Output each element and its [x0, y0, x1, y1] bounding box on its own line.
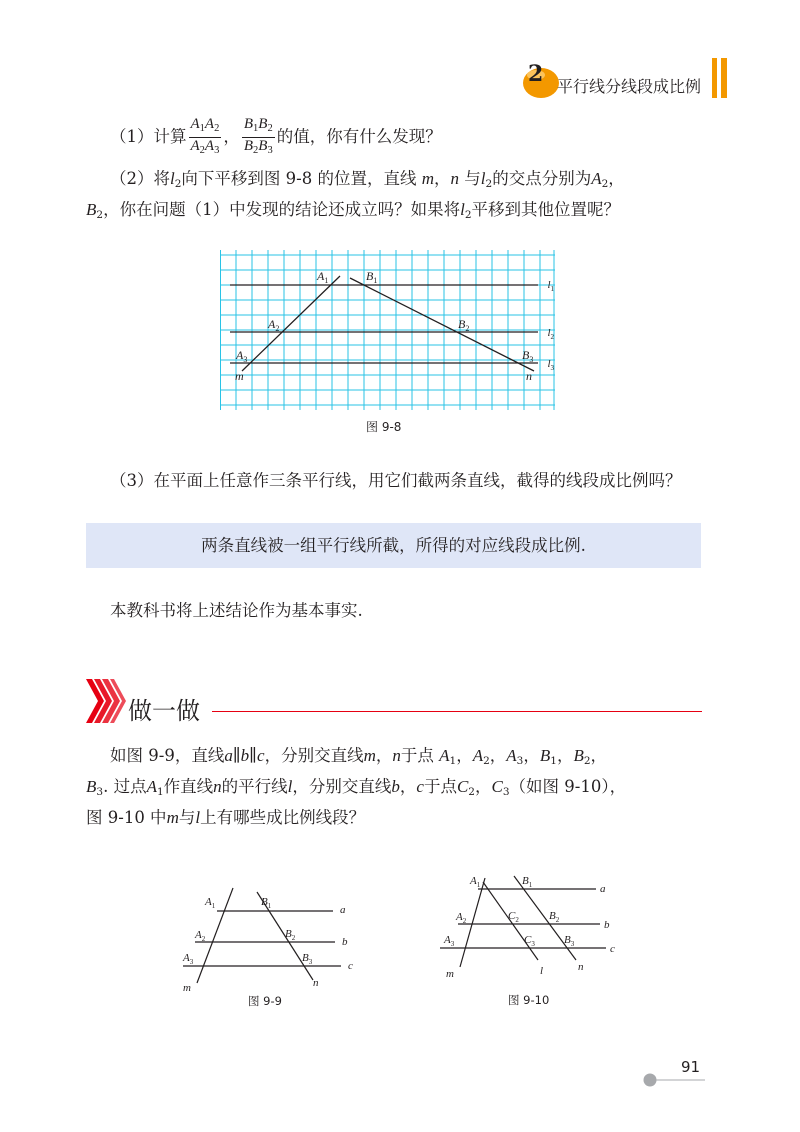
svg-text:C2: $C_2$: [508, 910, 519, 924]
svg-text:A2: $A_2$: [195, 929, 206, 943]
svg-text:B1: $B_1$: [261, 896, 272, 910]
svg-text:A1: $A_1$: [317, 269, 329, 285]
svg-text:A3: $A_3$: [236, 348, 248, 364]
svg-text:b: b: [342, 936, 348, 948]
question-2-line-2: $B_2$，你在问题（1）中发现的结论还成立吗？如果将$l_2$平移到其他位置呢？: [86, 200, 620, 221]
svg-text:B3: $B_3$: [522, 348, 534, 364]
svg-text:m: m: [183, 982, 191, 993]
question-2-line-1: （2）将$l_2$向下平移到图 9-8 的位置，直线 m，n 与$l_2$的交点分别为$A_2$，: [110, 169, 625, 190]
svg-text:m: m: [235, 369, 244, 383]
fraction-b: $\frac{B_1B_2}{B_2B_3}$: [243, 115, 273, 156]
figure-9-10-caption: 图 9-10: [508, 993, 550, 1007]
figure-9-8: [220, 250, 555, 415]
svg-text:B2: $B_2$: [549, 910, 560, 924]
svg-text:n: n: [313, 977, 319, 989]
svg-text:m: m: [446, 968, 454, 980]
activity-line-1: 如图 9-9，直线a∥b∥c，分别交直线m，n于点 $A_1$，$A_2$，$A_3$，$B_1$，$B_2$，: [110, 746, 608, 767]
section-title: 平行线分线段成比例: [557, 77, 702, 96]
svg-text:a: a: [340, 904, 346, 916]
svg-text:a: a: [600, 883, 606, 895]
figure-9-10: [438, 870, 618, 990]
svg-text:A1: $A_1$: [470, 875, 481, 889]
conclusion-text: 两条直线被一组平行线所截，所得的对应线段成比例.: [201, 535, 586, 555]
conclusion-box: [86, 523, 701, 568]
svg-text:A2: $A_2$: [268, 317, 280, 333]
svg-text:A1: $A_1$: [205, 896, 216, 910]
svg-text:B3: $B_3$: [302, 952, 313, 966]
question-3: （3）在平面上任意作三条平行线，用它们截两条直线，截得的线段成比例吗？: [110, 471, 682, 490]
q1-sep: ，: [223, 127, 240, 146]
q1-prefix: （1）计算: [110, 127, 187, 146]
page-number: 91: [681, 1058, 701, 1076]
chapter-header: [515, 58, 745, 103]
svg-text:B1: $B_1$: [366, 269, 378, 285]
svg-text:c: c: [348, 960, 353, 972]
svg-text:B3: $B_3$: [564, 934, 575, 948]
fraction-a: $\frac{A_1A_2}{A_2A_3}$: [190, 115, 220, 156]
svg-text:l: l: [540, 965, 544, 977]
figure-9-8-caption: 图 9-8: [366, 420, 402, 434]
note-text: 本教科书将上述结论作为基本事实.: [110, 601, 363, 620]
activity-title-rule: [212, 711, 702, 712]
svg-text:B1: $B_1$: [522, 875, 533, 889]
activity-title: 做一做: [128, 697, 200, 725]
line-m: [242, 276, 340, 371]
svg-text:l3: $l_3$: [547, 358, 554, 372]
svg-text:A3: $A_3$: [183, 952, 194, 966]
activity-line-2: $B_3$. 过点$A_1$作直线n的平行线l，分别交直线b，c于点$C_2$，$C_3$（如图 9-10），: [86, 777, 627, 798]
figure-9-9-caption: 图 9-9: [248, 994, 282, 1008]
chapter-number: 2: [528, 61, 544, 87]
svg-text:A3: $A_3$: [444, 934, 455, 948]
svg-text:n: n: [526, 369, 532, 383]
q1-suffix: 的值，你有什么发现？: [276, 127, 442, 146]
svg-text:B2: $B_2$: [285, 928, 296, 942]
svg-text:B2: $B_2$: [458, 317, 470, 333]
figure-9-9: [175, 885, 360, 993]
line-n: [350, 278, 534, 371]
activity-line-3: 图 9-10 中m与l上有哪些成比例线段？: [86, 808, 366, 827]
svg-text:n: n: [578, 961, 584, 973]
svg-text:c: c: [610, 943, 615, 955]
svg-text:A2: $A_2$: [456, 911, 467, 925]
svg-text:C3: $C_3$: [524, 934, 535, 948]
question-1: [110, 115, 442, 156]
svg-text:l2: $l_2$: [547, 327, 554, 341]
svg-text:l1: $l_1$: [547, 279, 554, 293]
activity-chevron-icon: [86, 679, 126, 723]
svg-text:b: b: [604, 919, 610, 931]
